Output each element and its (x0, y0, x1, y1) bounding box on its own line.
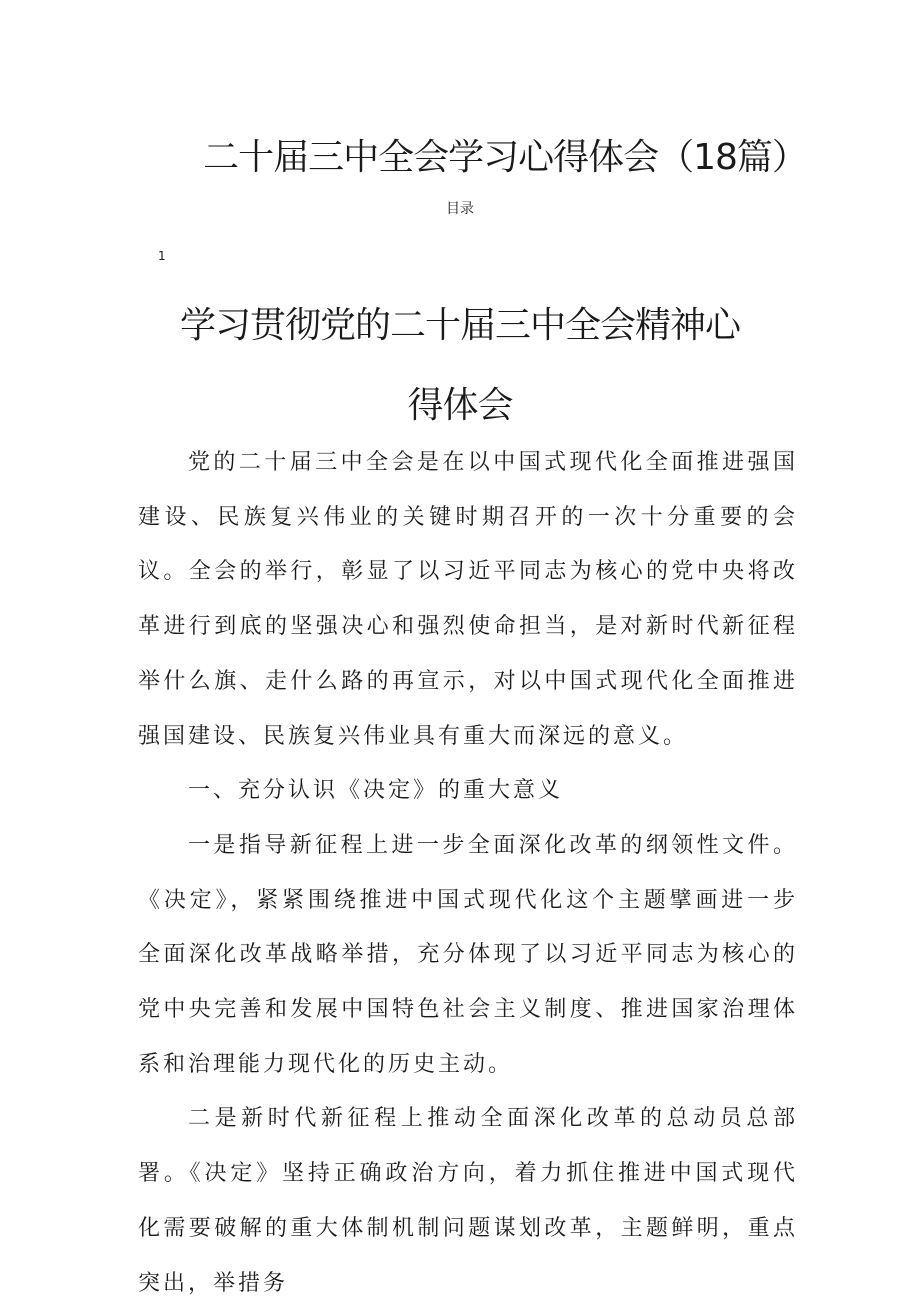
toc-label: 目录 (446, 201, 474, 217)
article-title-line-2: 得体会 (407, 385, 513, 426)
article-body (138, 436, 798, 1311)
body-paragraph-point-2: 二是新时代新征程上推动全面深化改革的总动员总部署。《决定》坚持正确政治方向，着力抓住推进中国式现代化需要破解的重大体制机制问题谋划改革，主题鲜明，重点突出，举措务 (138, 1106, 798, 1296)
body-paragraph-intro: 党的二十届三中全会是在以中国式现代化全面推进强国建设、民族复兴伟业的关键时期召开的一次十分重要的会议。全会的举行，彰显了以习近平同志为核心的党中央将改革进行到底的坚强决心和强烈使命担当，是对新时代新征程举什么旗、走什么路的再宣示，对以中国式现代化全面推进强国建设、民族复兴伟业具有重大而深远的意义。 (138, 450, 798, 749)
section-heading: 一、充分认识《决定》的重大意义 (188, 778, 564, 804)
toc-entry-number: 1 (158, 249, 166, 263)
body-paragraph-point-1: 一是指导新征程上进一步全面深化改革的纲领性文件。《决定》，紧紧围绕推进中国式现代化这个主题擘画进一步全面深化改革战略举措，充分体现了以习近平同志为核心的党中央完善和发展中国特色社会主义制度、推进国家治理体系和治理能力现代化的历史主动。 (138, 832, 798, 1077)
document-title: 二十届三中全会学习心得体会（18篇） (203, 137, 807, 178)
article-title-line-1: 学习贯彻党的二十届三中全会精神心 (179, 305, 740, 346)
